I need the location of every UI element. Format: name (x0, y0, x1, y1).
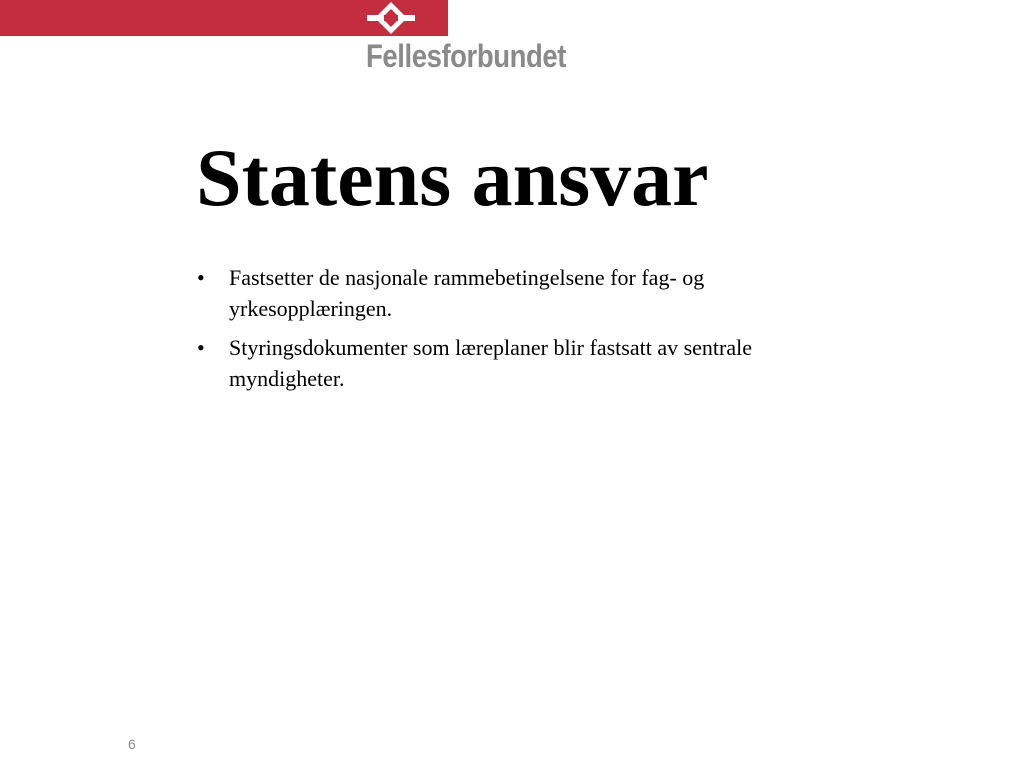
fellesforbundet-logo-icon (366, 0, 416, 36)
bullet-item (196, 332, 856, 394)
bullet-list (196, 262, 856, 402)
bullet-text: Fastsetter de nasjonale rammebetingelsene for fag- og yrkesopplæringen. (229, 265, 705, 321)
slide-title: Statens ansvar (196, 132, 709, 223)
page-number: 6 (128, 736, 136, 752)
bullet-marker: • (197, 265, 205, 290)
brand-logo-text: Fellesforbundet (366, 38, 566, 74)
bullet-text: Styringsdokumenter som læreplaner blir fastsatt av sentrale myndigheter. (229, 335, 752, 391)
bullet-item (196, 262, 856, 324)
bullet-marker: • (197, 335, 205, 360)
